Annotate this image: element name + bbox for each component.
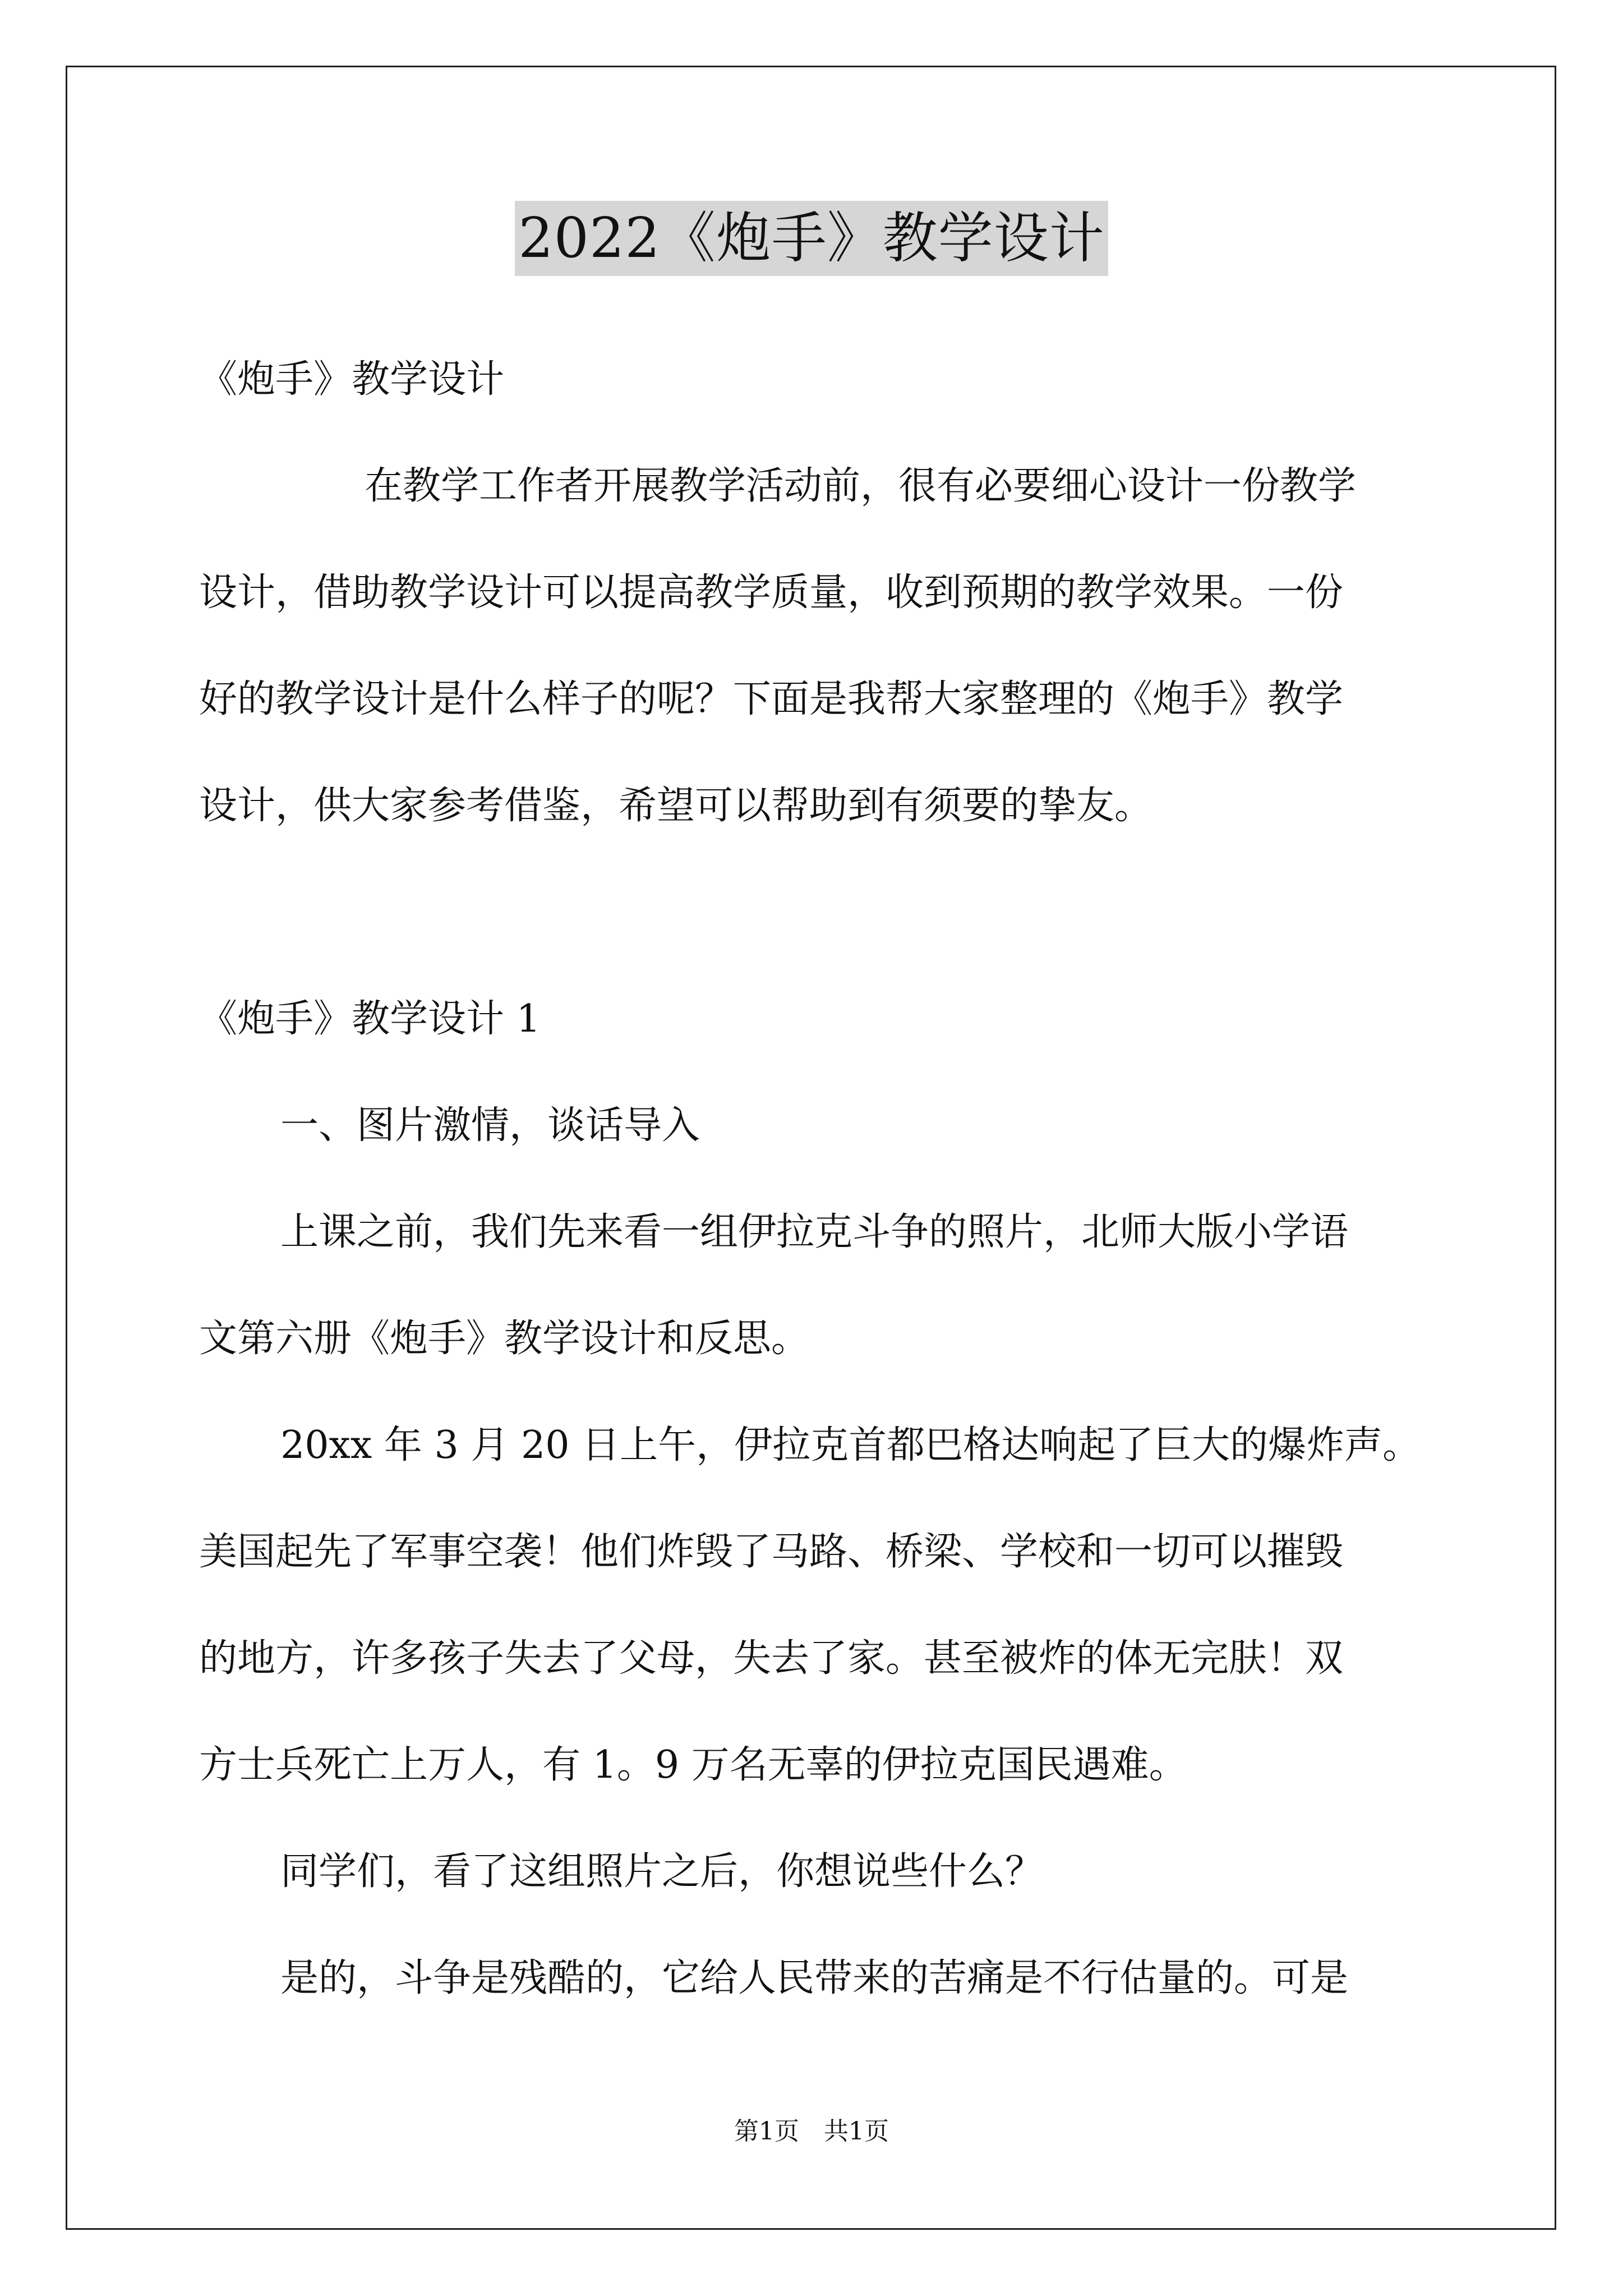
para1-line-2: 文第六册《炮手》教学设计和反思。: [199, 1317, 810, 1361]
part-heading: 一、图片激情，谈话导入: [280, 1103, 700, 1148]
para2-line-2: 美国起先了军事空袭！他们炸毁了马路、桥梁、学校和一切可以摧毁: [199, 1530, 1344, 1574]
intro-line-1: 在教学工作者开展教学活动前，很有必要细心设计一份教学: [365, 464, 1357, 508]
para1-line-1: 上课之前，我们先来看一组伊拉克斗争的照片，北师大版小学语: [280, 1210, 1349, 1254]
para2-line-1: 20xx 年 3 月 20 日上午，伊拉克首都巴格达响起了巨大的爆炸声。: [280, 1423, 1421, 1467]
page-number: 第1页 共1页: [734, 2117, 889, 2146]
para4-line: 是的，斗争是残酷的，它给人民带来的苦痛是不行估量的。可是: [280, 1956, 1349, 2000]
title-block: [0, 201, 1623, 276]
para3-line: 同学们，看了这组照片之后，你想说些什么？: [280, 1849, 1044, 1894]
document-title: 2022《炮手》教学设计: [515, 201, 1108, 276]
para2-line-3: 的地方，许多孩子失去了父母，失去了家。甚至被炸的体无完肤！双: [199, 1636, 1344, 1681]
section-heading: 《炮手》教学设计 1: [199, 997, 541, 1041]
para2-line-4: 方士兵死亡上万人，有 1。9 万名无辜的伊拉克国民遇难。: [199, 1743, 1187, 1787]
intro-line-4: 设计，供大家参考借鉴，希望可以帮助到有须要的挚友。: [199, 784, 1153, 828]
intro-line-2: 设计，借助教学设计可以提高教学质量，收到预期的教学效果。一份: [199, 570, 1344, 615]
intro-line-3: 好的教学设计是什么样子的呢？下面是我帮大家整理的《炮手》教学: [199, 677, 1344, 721]
document-subtitle: 《炮手》教学设计: [199, 357, 505, 402]
